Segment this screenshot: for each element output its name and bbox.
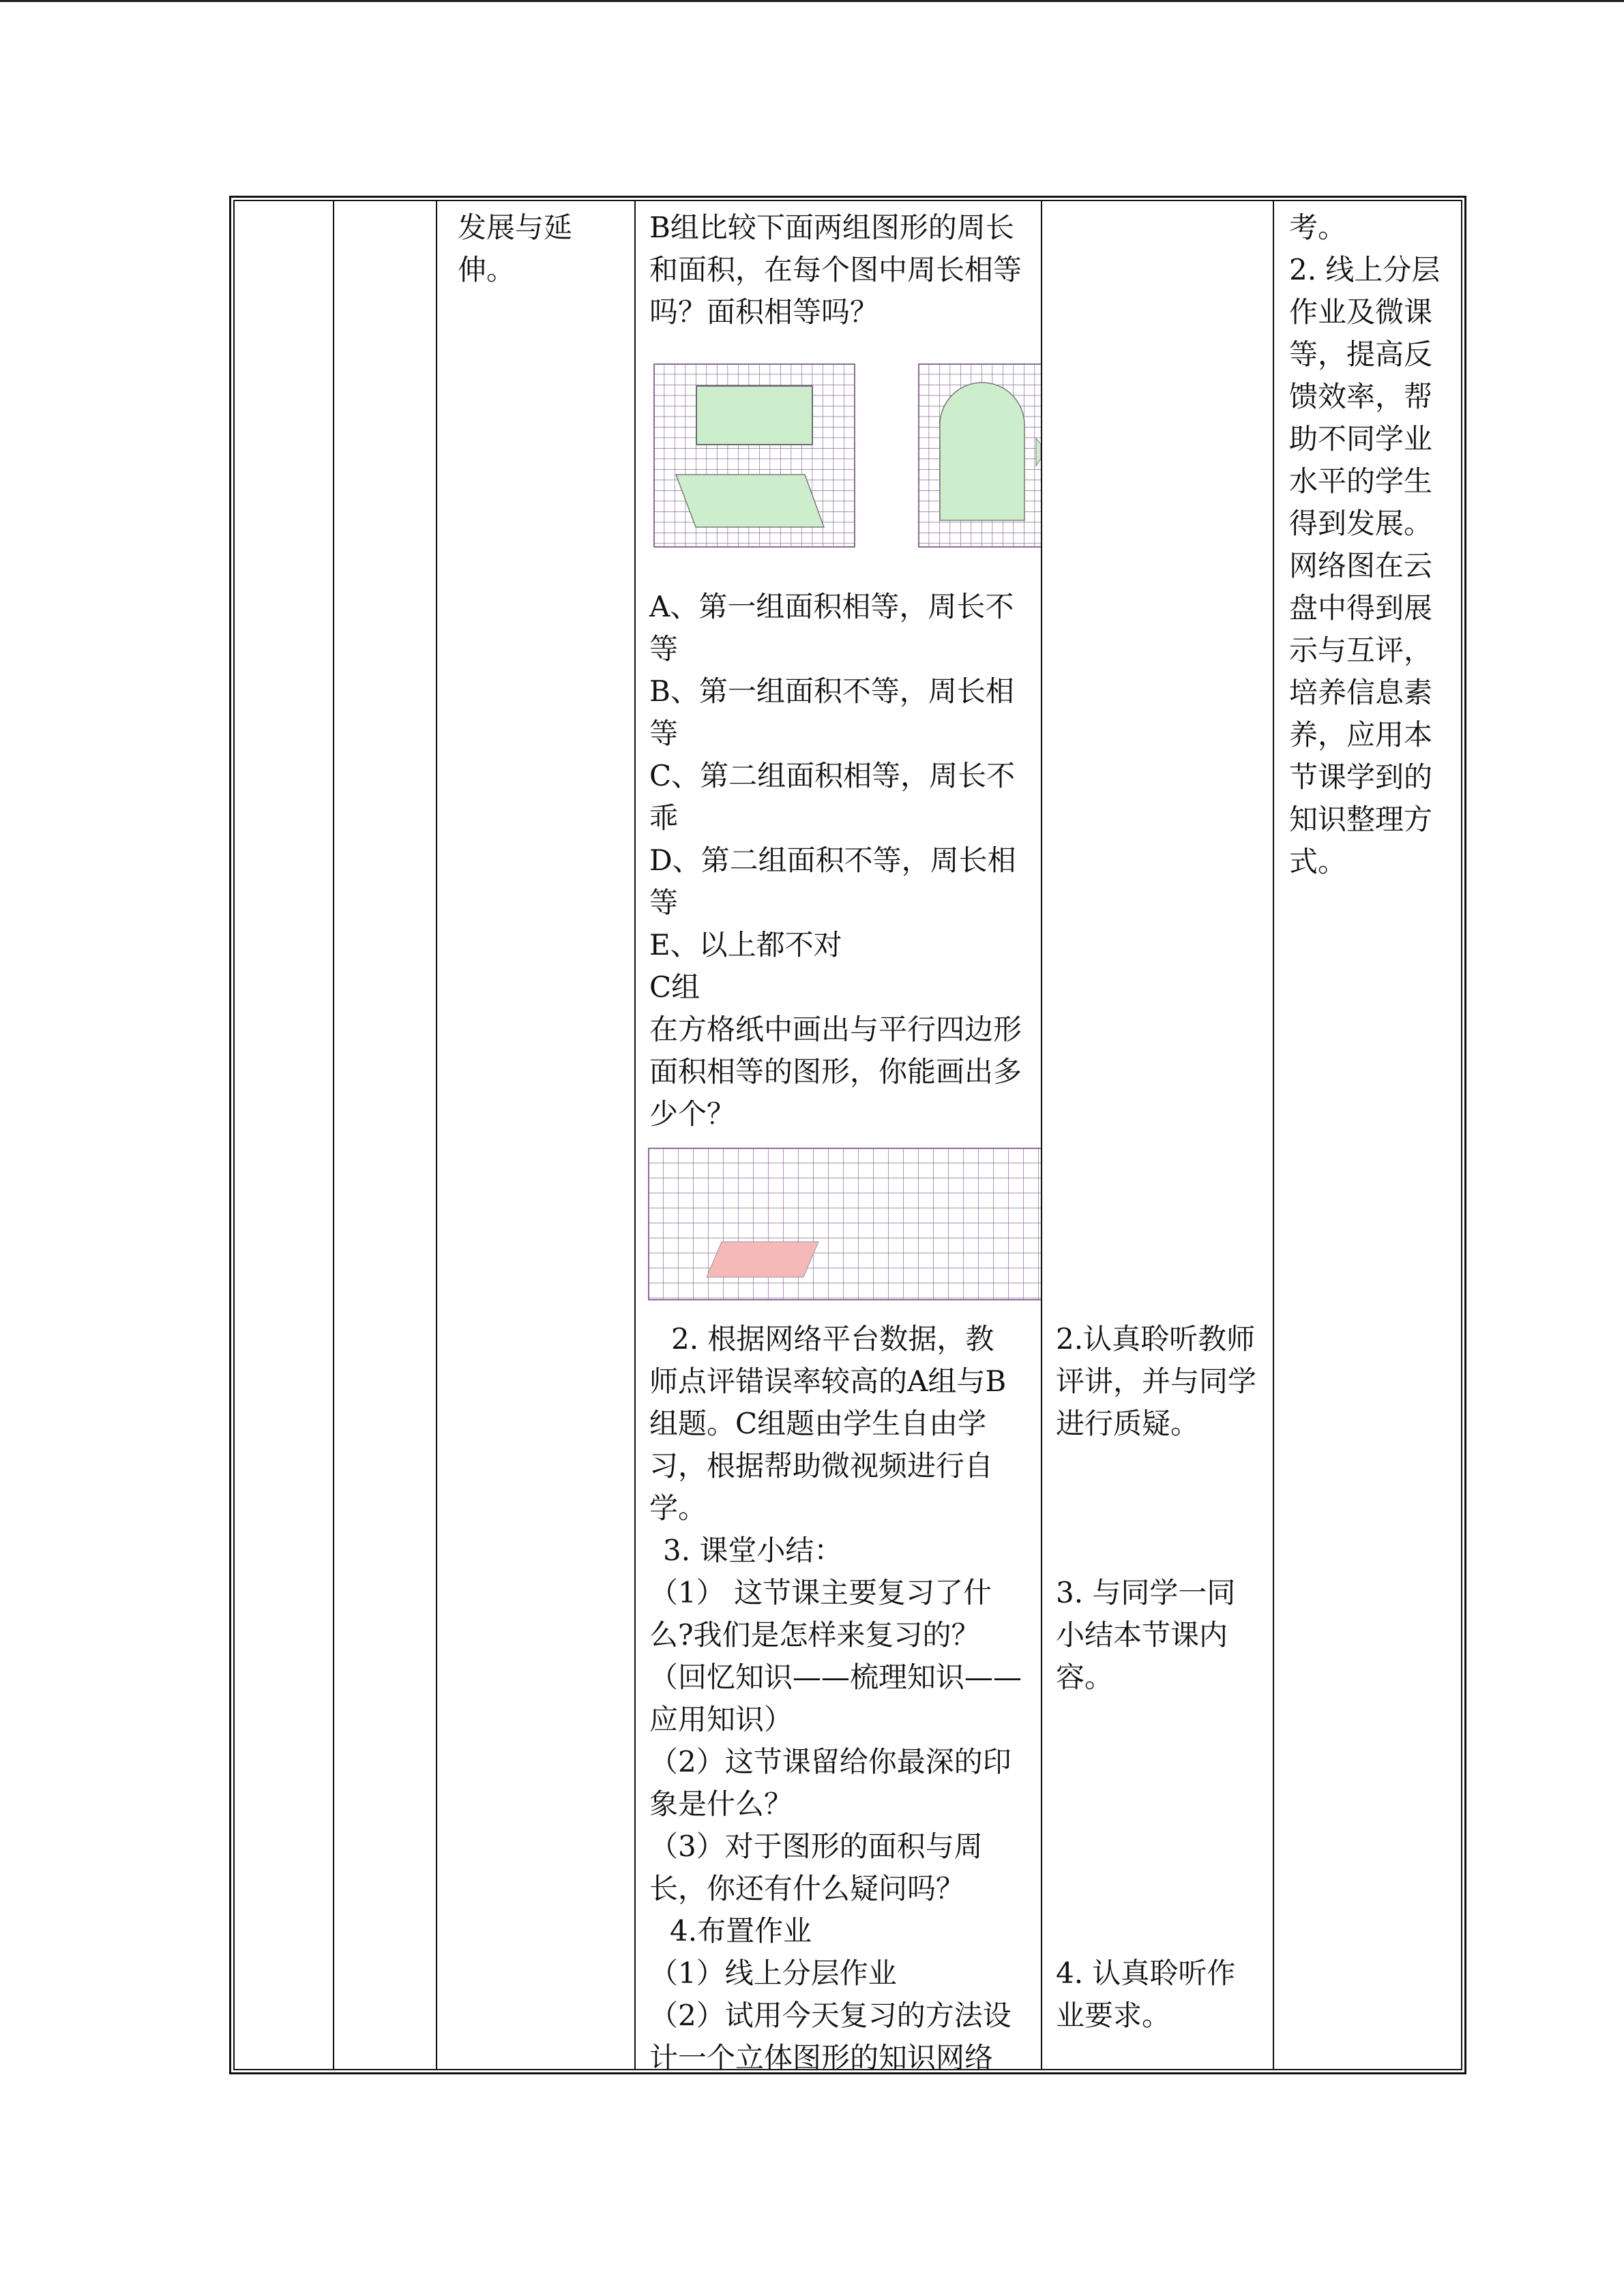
step2-line: 组题。C组题由学生自由学 <box>649 1407 987 1440</box>
step2-line: 学。 <box>649 1491 707 1525</box>
activity-line: 小结本节课内 <box>1056 1618 1228 1652</box>
step3-item-line: （3）对于图形的面积与周 <box>649 1830 983 1863</box>
step3-item-line: （2）这节课留给你最深的印 <box>649 1745 1012 1778</box>
option-line: C、第二组面积相等，周长不 <box>649 759 1016 792</box>
option-line: E、以上都不对 <box>649 928 842 961</box>
option-line: 乖 <box>649 801 679 835</box>
step3-item-line: 么?我们是怎样来复习的？ <box>649 1618 980 1652</box>
rectangle-shape <box>696 386 812 445</box>
group-b-question-line: 和面积，在每个图中周长相等 <box>649 253 1022 286</box>
step3-item-line: （1） 这节课主要复习了什 <box>649 1576 992 1609</box>
option-line: 等 <box>649 886 679 919</box>
intent-line: 式。 <box>1289 845 1347 878</box>
step4-item-line: 计一个立体图形的知识网络 <box>649 2041 994 2074</box>
step3-item-line: （回忆知识——梳理知识—— <box>649 1660 1022 1694</box>
option-line: A、第一组面积相等，周长不 <box>649 590 1014 623</box>
group-c-question-line: 少个？ <box>649 1097 736 1131</box>
grid-figure-group-2 <box>918 363 1041 552</box>
cell-design-intent <box>1274 200 1462 2068</box>
intent-line: 水平的学生 <box>1289 464 1433 498</box>
option-line: 等 <box>649 717 679 750</box>
activity-line: 业要求。 <box>1056 1999 1171 2032</box>
step3-title: 3. 课堂小结： <box>663 1534 843 1567</box>
parallelogram-shape <box>676 475 824 527</box>
step3-item-line: 象是什么？ <box>649 1787 793 1821</box>
step2-line: 习，根据帮助微视频进行自 <box>649 1449 994 1482</box>
step4-title: 4.布置作业 <box>670 1914 812 1948</box>
step3-item-line: 长，你还有什么疑问吗？ <box>649 1872 965 1905</box>
stage-label-line: 伸。 <box>458 253 516 286</box>
group-c-question-line: 面积相等的图形，你能画出多 <box>649 1055 1022 1088</box>
activity-line: 4. 认真聆听作 <box>1056 1956 1236 1990</box>
intent-line: 盘中得到展 <box>1289 591 1433 625</box>
arch-shape <box>940 383 1024 520</box>
activity-line: 2.认真聆听教师 <box>1056 1322 1256 1356</box>
intent-line: 节课学到的 <box>1289 760 1433 794</box>
intent-line: 考。 <box>1289 211 1347 244</box>
step4-item-line: （2）试用今天复习的方法设 <box>649 1999 1012 2032</box>
option-line: D、第二组面积不等，周长相 <box>649 844 1016 877</box>
group-c-question-line: 在方格纸中画出与平行四边形 <box>649 1013 1022 1046</box>
activity-line: 评讲，并与同学 <box>1056 1365 1257 1398</box>
option-line: B、第一组面积不等，周长相 <box>649 674 1014 708</box>
step2-line: 2. 根据网络平台数据，教 <box>671 1322 994 1356</box>
intent-line: 知识整理方 <box>1289 803 1433 836</box>
activity-line: 进行质疑。 <box>1056 1407 1200 1440</box>
group-b-question-line: 吗？面积相等吗？ <box>649 295 879 329</box>
intent-line: 培养信息素 <box>1289 676 1433 709</box>
intent-line: 等，提高反 <box>1289 338 1433 371</box>
pink-parallelogram-shape <box>707 1242 818 1277</box>
activity-line: 3. 与同学一同 <box>1056 1576 1236 1609</box>
intent-line: 助不同学业 <box>1289 422 1433 456</box>
intent-line: 网络图在云 <box>1289 549 1433 582</box>
option-line: 等 <box>649 632 679 666</box>
cell-column-1 <box>235 200 333 2068</box>
step4-item-line: （1）线上分层作业 <box>649 1956 897 1990</box>
step3-item-line: 应用知识） <box>649 1703 793 1736</box>
cell-column-3 <box>437 200 634 2068</box>
page-top-border <box>0 0 1624 2</box>
intent-line: 得到发展。 <box>1289 507 1433 540</box>
cell-column-2 <box>334 200 436 2068</box>
intent-line: 作业及微课 <box>1289 295 1433 329</box>
intent-line: 示与互评， <box>1289 633 1433 667</box>
intent-line: 养，应用本 <box>1289 718 1433 751</box>
intent-line: 馈效率，帮 <box>1289 380 1433 413</box>
lesson-plan-table <box>229 196 1466 2074</box>
cell-teaching-content <box>636 200 1041 2074</box>
grid-figure-group-1 <box>653 363 858 552</box>
stage-label-line: 发展与延 <box>458 211 573 244</box>
step2-line: 师点评错误率较高的A组与B <box>649 1365 1007 1398</box>
grid-figure-group-c <box>648 1148 1041 1302</box>
activity-line: 容。 <box>1056 1660 1114 1694</box>
group-c-title: C组 <box>649 970 700 1004</box>
intent-line: 2. 线上分层 <box>1289 253 1441 286</box>
cell-student-activity <box>1042 200 1273 2068</box>
group-b-question-line: B组比较下面两组图形的周长 <box>649 211 1014 244</box>
